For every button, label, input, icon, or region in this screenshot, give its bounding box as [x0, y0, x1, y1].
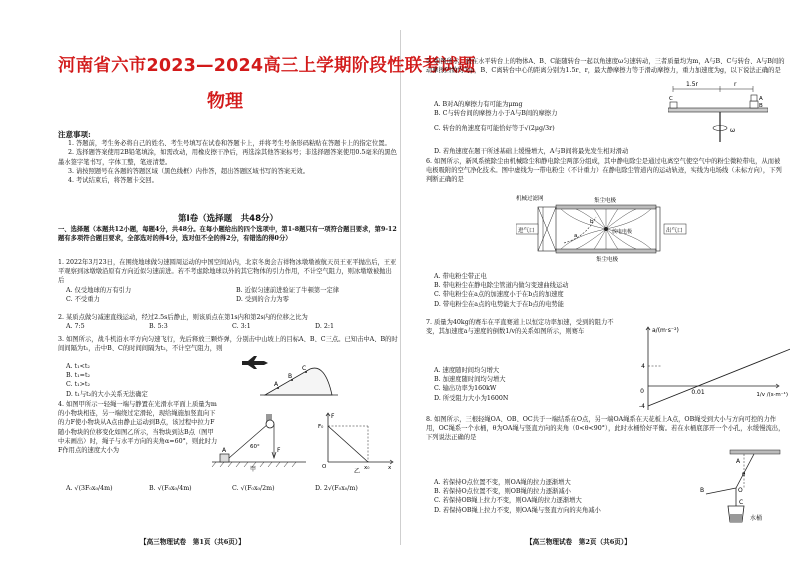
notice-item-1: 1. 答题前，考生务必将自己的姓名、考生号填写在试卷和答题卡上，并将考生号条形码粘贴在答题卡上的指定位置。: [68, 140, 391, 148]
question-4-figure-left: [210, 412, 310, 472]
turntable: [668, 108, 768, 112]
notice-item-4: 4. 考试结束后，将答题卡交回。: [68, 177, 158, 185]
question-3-option-c: C. t₁>t₂: [66, 381, 90, 389]
question-7-options: [434, 366, 624, 403]
question-3-figure: [230, 355, 340, 400]
question-2-option-c: C. 3:1: [232, 323, 251, 331]
top-electrode-label: 集尘电极: [594, 198, 617, 204]
angle-label: 60°: [250, 444, 260, 450]
question-3-stem: 3. 如图所示，战斗机沿水平方向匀速飞行，先后释放三颗炸弹，分别击中山坡上的目标A、B、C三点。已知击中A、B的时间间隔为t₁，击中B、C的时间间隔为t₂，不计空气阻力，则: [58, 336, 398, 353]
force-label: F: [277, 447, 281, 454]
question-1-option-b: B. 近似匀速前进验证了牛顿第一定律: [236, 286, 340, 294]
question-8-option-d: D. 若保持OB绳上拉力不变，则OA绳与竖直方向的夹角减小: [434, 506, 601, 514]
question-4-figure-right: [318, 410, 398, 474]
rope-ob: [706, 488, 736, 494]
footer-right: 【高三物理试卷 第2页（共6页）】: [526, 538, 631, 546]
block-b-label: B: [759, 103, 763, 109]
question-7-option-b: B. 加速度随时间均匀增大: [434, 376, 506, 384]
question-8-stem: 8. 如图所示，三根轻绳OA、OB、OC共于一端结系在O点，另一端OA绳系在天花板上A点，OB绳受到大小与方向可控的力作用，OC绳系一个水桶，θ为OA绳与竖直方向的夹角（0<θ<90°），此时水桶恰好平衡。若在水桶底部开一个小孔，水缓慢流出，下列说法正确的是: [426, 416, 785, 442]
ceiling: [730, 450, 780, 454]
question-7-chart: [628, 322, 790, 414]
question-6-option-b: B. 带电粉尘在静电除尘管道内做匀变速曲线运动: [434, 282, 569, 290]
question-1-option-c: C. 不受重力: [66, 295, 100, 303]
footer-left: 【高三物理试卷 第1页（共6页）】: [140, 538, 245, 546]
point-o-label: O: [738, 487, 743, 494]
block-c: [670, 102, 677, 108]
figure-jia-label: 甲: [250, 466, 257, 472]
x0-label: x₀: [364, 465, 370, 471]
y-axis-label: a/(m·s⁻²): [652, 327, 679, 334]
notice-item-3: 3. 请按照题号在各题的答题区域（黑色线框）内作答，超出答题区域书写的答案无效。: [68, 167, 309, 175]
question-3-option-b: B. t₁=t₂: [66, 372, 91, 380]
origin-label: O: [322, 464, 327, 470]
distance-1-5r-label: 1.5r: [686, 81, 699, 88]
question-4-options: [66, 484, 398, 493]
column-divider: [400, 30, 401, 545]
f0-label: F₀: [318, 424, 324, 430]
question-4-option-d: D. 2√(F₀x₀/m): [315, 485, 358, 492]
notice-block: [58, 130, 398, 185]
question-5-option-c: C. 转台的角速度有可能恰好等于√(2μg/3r): [434, 125, 555, 133]
question-8-option-c: C. 若保持OB绳上拉力不变，则OA绳的拉力逐渐增大: [434, 497, 582, 505]
outlet-label: 出气口: [666, 228, 683, 234]
question-4-option-b: B. √(F₀x₀/4m): [149, 485, 192, 492]
question-6-option-d: D. 带电粉尘在a点的电势能大于在b点的电势能: [434, 300, 564, 308]
rope: [229, 424, 268, 458]
notice-item-2: 2. 选择题答案使用2B铅笔填涂，如需改动，用橡皮擦干净后，再选涂其他答案标号；非选择题答案使用0.5毫米的黑色墨水签字笔书写，字体工整，笔迹清楚。: [58, 149, 397, 166]
block-c-label: C: [669, 96, 673, 102]
point-c-label: C: [739, 499, 744, 506]
question-2-option-b: B. 5:3: [149, 323, 168, 331]
question-2-option-d: D. 2:1: [315, 323, 334, 331]
question-5-figure: [668, 76, 768, 146]
question-2-stem: 2. 某质点做匀减速直线运动，经过2.5s后静止，则该质点在第1s内和第2s内的位移之比为: [58, 314, 308, 321]
origin-label: 0: [640, 388, 644, 395]
question-8-option-b: B. 若保持O点位置不变，则OB绳的拉力逐渐减小: [434, 488, 571, 496]
bucket-water: [730, 514, 742, 522]
point-b-label: B: [700, 487, 705, 494]
question-7-option-c: C. 输出功率为160kW: [434, 385, 497, 393]
question-1-option-d: D. 受到的合力为零: [236, 295, 289, 303]
fighter-jet-icon: [242, 356, 268, 369]
theta-label: θ: [742, 472, 746, 478]
axis-x-label: x: [388, 465, 392, 471]
point-a-label: a: [574, 233, 578, 239]
block-a: [220, 454, 229, 462]
x-tick-0-01: 0.01: [691, 389, 705, 396]
bucket-label: 水桶: [750, 515, 763, 522]
question-6-option-c: C. 带电粉尘在a点的加速度小于在b点的加速度: [434, 291, 564, 299]
question-7-stem: 7. 质量为40kg的赛车在平直赛道上以恒定功率加速，受到的阻力不变，其加速度a与速度的倒数1/v的关系如图所示，则赛车: [426, 319, 614, 336]
question-1-stem: 1. 2022年3月23日，在围绕地球做匀速圆周运动的中国空间站内，北京冬奥会吉祥物冰墩墩被航天员王亚平抛出后，王亚平观察到冰墩墩沿原有方向近似匀速前进。若不考虑除地球以外的其它物体的引力作用，不计空气阻力，则冰墩墩被抛出后: [58, 259, 397, 285]
question-6-option-a: A. 带电粉尘带正电: [434, 273, 487, 280]
exam-subject: 物理: [207, 91, 243, 112]
block-a-label: A: [759, 96, 763, 102]
force-line: [328, 426, 368, 462]
question-2-option-a: A. 7:5: [66, 323, 85, 331]
question-4-option-a: A. √(3F₀x₀/4m): [66, 485, 113, 492]
question-5-stem: 5. 如图所示，放在水平转台上的物体A、B、C能随转台一起以角速度ω匀速转动，三者质量均为m，A与B、C与转台、A与B间的动摩擦因数均为μ，B、C离转台中心的距离分别为1.5r、r，最大静摩擦力等于滑动摩擦力，重力加速度为g，以下说法正确的是: [426, 58, 785, 75]
axis-f-label: F: [331, 413, 335, 420]
question-6-options: [434, 272, 789, 309]
question-3-options: [66, 362, 226, 399]
block-a-label: A: [222, 447, 227, 454]
question-3-option-d: D. t₁与t₂的大小关系无法确定: [66, 390, 148, 398]
question-5-option-a: A. B对A的摩擦力有可能为μmg: [434, 101, 523, 108]
question-8-option-a: A. 若保持O点位置不变，则OA绳的拉力逐渐增大: [434, 479, 571, 486]
pulley-icon: [266, 420, 274, 428]
question-6-figure: [516, 193, 696, 265]
bottom-electrode-label: 集尘电极: [596, 257, 619, 263]
discharge-electrode: [604, 227, 608, 231]
question-8-figure: [700, 448, 788, 532]
question-7-option-a: A. 速度随时间均匀增大: [434, 367, 500, 374]
question-1-option-a: A. 仅受地球的万有引力: [66, 286, 132, 294]
question-7-option-d: D. 所受阻力大小为1600N: [434, 394, 509, 402]
bottom-electrode: [556, 249, 656, 253]
section-intro: 一、选择题（本题共12小题，每题4分，共48分。在每小题给出的四个选项中，第1-8题只有一项符合题目要求，第9-12题有多项符合题目要求，全部选对的得4分，选对但不全的得2分，有错选的得0分）: [58, 226, 397, 243]
question-6-stem: 6. 如图所示，新风系统除尘由机械除尘和静电除尘两部分组成，其中静电除尘是通过电离空气使空气中的粉尘微粒带电，从而被电极吸附的空气净化技术。图中虚线为一带电粉尘（不计重力）在静电除尘管道内的运动轨迹，实线为电场线（未标方向），下列判断正确的是: [426, 158, 782, 184]
point-b-label: b: [590, 219, 594, 225]
question-8-options: [434, 478, 696, 515]
question-3-option-a: A. t₁<t₂: [66, 363, 90, 370]
section-heading: 第Ⅰ卷（选择题 共48分）: [178, 214, 278, 224]
point-a-label: A: [736, 458, 741, 465]
discharge-label: 放电电极: [612, 229, 633, 235]
question-4-option-c: C. √(F₀x₀/2m): [232, 485, 275, 492]
question-1: [58, 258, 398, 304]
notice-heading: 注意事项:: [58, 130, 91, 139]
x-axis-label: 1/v /(s·m⁻¹): [756, 392, 788, 398]
filter-label: 机械过滤网: [516, 196, 544, 202]
question-5-option-b: B. C与转台间的摩擦力小于A与B间的摩擦力: [434, 110, 558, 118]
question-4-stem: 4. 如图甲所示一轻绳一端与静置在光滑水平面上质量为m的小物块相连，另一端绕过定滑轮，现给绳施加竖直向下的力F使小物块从A点由静止运动到B点，该过程中拉力F随小物块的位移变化如图乙所示，当物块到达B点（图甲中未画出）时，绳子与水平方向的夹角α=60°，则此时力F作用点的速度大小为: [58, 401, 218, 455]
exam-title: 河南省六市2023—2024高三上学期阶段性联考试题: [58, 56, 476, 76]
omega-label: ω: [730, 127, 736, 134]
point-c-label: C: [302, 365, 307, 372]
question-5-options: [434, 100, 654, 134]
y-tick-neg4: -4: [639, 403, 645, 410]
y-tick-4: 4: [641, 363, 645, 370]
point-b-label: B: [288, 373, 293, 380]
question-2: [58, 313, 398, 331]
duct-right: [656, 207, 660, 251]
block-a: [751, 95, 757, 101]
inlet-label: 进气口: [518, 228, 535, 234]
distance-r-label: r: [734, 81, 737, 88]
figure-yi-label: 乙: [354, 468, 361, 474]
point-a-label: A: [274, 381, 279, 388]
top-electrode: [556, 205, 656, 209]
question-5-option-d: D. 若角速度在题干所述基础上缓慢增大，A与B间将最先发生相对滑动: [434, 148, 629, 155]
block-b: [750, 101, 758, 108]
